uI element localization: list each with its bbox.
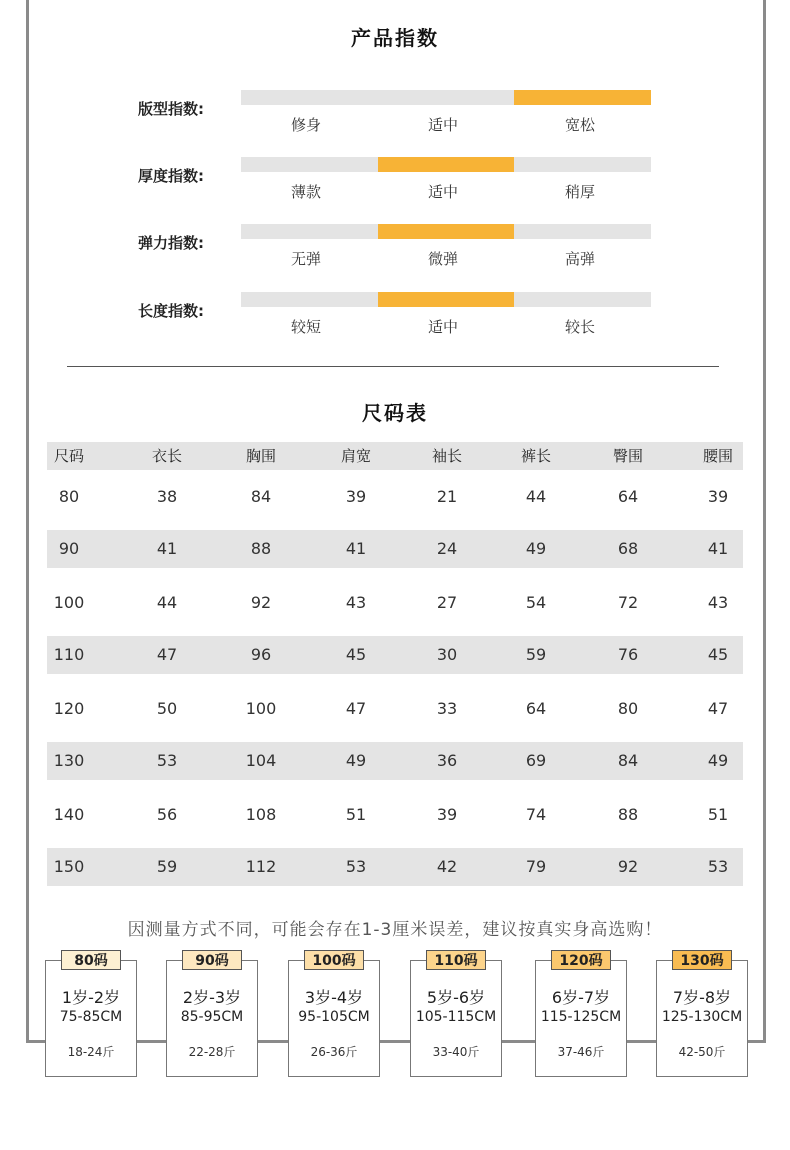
size-card-tag: 80码	[61, 950, 121, 970]
size-chart-title: 尺码表	[362, 401, 428, 425]
table-cell: 150	[53, 857, 85, 876]
index-segment	[514, 90, 651, 105]
table-cell: 42	[436, 857, 458, 876]
table-cell: 36	[436, 751, 458, 770]
table-cell: 45	[707, 645, 729, 664]
index-segment	[241, 292, 378, 307]
table-row	[47, 636, 743, 674]
table-cell: 49	[707, 751, 729, 770]
index-option: 高弹	[564, 250, 595, 268]
index-row-length	[0, 292, 790, 352]
index-segment	[514, 292, 651, 307]
table-cell: 45	[345, 645, 367, 664]
size-card	[45, 953, 137, 1077]
size-card-age: 3岁-4岁	[304, 988, 364, 1007]
size-table	[47, 442, 743, 894]
size-card-height: 115-125CM	[540, 1009, 622, 1025]
index-bar	[241, 224, 651, 239]
size-card-weight: 33-40斤	[432, 1045, 480, 1059]
table-cell: 74	[525, 805, 547, 824]
table-header-cell: 尺码	[53, 447, 84, 465]
table-cell: 92	[250, 593, 272, 612]
index-segment	[241, 90, 378, 105]
index-option: 适中	[427, 183, 458, 201]
size-card-age: 2岁-3岁	[182, 988, 242, 1007]
table-cell: 88	[617, 805, 639, 824]
table-header-cell: 肩宽	[340, 447, 371, 465]
table-cell: 53	[707, 857, 729, 876]
size-card-height: 95-105CM	[298, 1009, 370, 1025]
index-bar	[241, 90, 651, 105]
table-cell: 49	[525, 539, 547, 558]
size-card	[166, 953, 258, 1077]
table-cell: 84	[617, 751, 639, 770]
table-cell: 112	[245, 857, 277, 876]
table-cell: 41	[707, 539, 729, 558]
table-cell: 38	[156, 487, 178, 506]
table-cell: 41	[156, 539, 178, 558]
index-option: 较长	[564, 318, 595, 336]
table-cell: 53	[156, 751, 178, 770]
index-option: 较短	[290, 318, 321, 336]
size-card-height: 75-85CM	[59, 1009, 123, 1025]
table-header-cell: 胸围	[245, 447, 276, 465]
table-row	[47, 742, 743, 780]
size-card-age: 6岁-7岁	[551, 988, 611, 1007]
table-cell: 49	[345, 751, 367, 770]
table-row	[47, 530, 743, 568]
size-card-weight: 26-36斤	[310, 1045, 358, 1059]
size-card-height: 125-130CM	[661, 1009, 743, 1025]
index-row-thickness	[0, 157, 790, 217]
frame-bottom-border	[26, 1040, 766, 1043]
table-cell: 69	[525, 751, 547, 770]
index-label: 版型指数:	[138, 100, 204, 118]
table-cell: 64	[617, 487, 639, 506]
table-cell: 50	[156, 699, 178, 718]
size-card	[535, 953, 627, 1077]
index-option: 薄款	[290, 183, 321, 201]
index-segment	[514, 224, 651, 239]
table-row	[47, 576, 743, 629]
table-cell: 43	[707, 593, 729, 612]
table-cell: 39	[436, 805, 458, 824]
table-cell: 84	[250, 487, 272, 506]
size-card	[288, 953, 380, 1077]
index-segment	[514, 157, 651, 172]
index-segment	[378, 157, 515, 172]
product-index-title: 产品指数	[351, 26, 439, 50]
table-cell: 43	[345, 593, 367, 612]
size-card-age: 1岁-2岁	[61, 988, 121, 1007]
index-option: 修身	[290, 116, 321, 134]
table-header-cell: 裤长	[520, 447, 551, 465]
index-segment	[241, 157, 378, 172]
table-cell: 56	[156, 805, 178, 824]
index-segment	[378, 292, 515, 307]
index-segment	[378, 90, 515, 105]
table-cell: 100	[53, 593, 85, 612]
table-cell: 90	[58, 539, 80, 558]
index-bar	[241, 157, 651, 172]
table-cell: 80	[58, 487, 80, 506]
table-cell: 68	[617, 539, 639, 558]
index-label: 长度指数:	[138, 302, 204, 320]
size-card-tag: 100码	[304, 950, 364, 970]
index-option: 适中	[427, 116, 458, 134]
table-cell: 39	[345, 487, 367, 506]
size-card-weight: 37-46斤	[557, 1045, 605, 1059]
table-cell: 51	[345, 805, 367, 824]
index-label: 弹力指数:	[138, 234, 204, 252]
index-option: 稍厚	[564, 183, 595, 201]
table-row	[47, 470, 743, 523]
size-card-age: 7岁-8岁	[672, 988, 732, 1007]
table-cell: 140	[53, 805, 85, 824]
table-cell: 21	[436, 487, 458, 506]
section-divider	[67, 366, 719, 367]
table-cell: 64	[525, 699, 547, 718]
table-cell: 51	[707, 805, 729, 824]
table-cell: 88	[250, 539, 272, 558]
table-cell: 92	[617, 857, 639, 876]
table-cell: 53	[345, 857, 367, 876]
table-header-cell: 袖长	[431, 447, 462, 465]
size-card-tag: 120码	[551, 950, 611, 970]
table-cell: 79	[525, 857, 547, 876]
table-row	[47, 848, 743, 886]
size-card-tag: 90码	[182, 950, 242, 970]
table-cell: 54	[525, 593, 547, 612]
table-cell: 39	[707, 487, 729, 506]
table-cell: 47	[156, 645, 178, 664]
table-cell: 47	[345, 699, 367, 718]
table-cell: 27	[436, 593, 458, 612]
table-header-row	[47, 442, 743, 470]
size-card	[656, 953, 748, 1077]
index-label: 厚度指数:	[138, 167, 204, 185]
table-header-cell: 腰围	[702, 447, 733, 465]
table-row	[47, 682, 743, 735]
table-cell: 96	[250, 645, 272, 664]
size-card	[410, 953, 502, 1077]
table-cell: 59	[525, 645, 547, 664]
table-header-cell: 臀围	[612, 447, 643, 465]
size-card-height: 105-115CM	[415, 1009, 497, 1025]
table-cell: 24	[436, 539, 458, 558]
size-card-weight: 18-24斤	[67, 1045, 115, 1059]
size-card-tag: 110码	[426, 950, 486, 970]
size-card-tag: 130码	[672, 950, 732, 970]
table-cell: 80	[617, 699, 639, 718]
index-option: 无弹	[290, 250, 321, 268]
table-cell: 104	[245, 751, 277, 770]
size-card-age: 5岁-6岁	[426, 988, 486, 1007]
table-cell: 41	[345, 539, 367, 558]
index-option: 适中	[427, 318, 458, 336]
table-cell: 108	[245, 805, 277, 824]
table-cell: 33	[436, 699, 458, 718]
index-option: 宽松	[564, 116, 595, 134]
index-row-elasticity	[0, 224, 790, 284]
table-cell: 47	[707, 699, 729, 718]
index-row-fit	[0, 90, 790, 150]
table-cell: 120	[53, 699, 85, 718]
size-card-weight: 22-28斤	[188, 1045, 236, 1059]
table-cell: 100	[245, 699, 277, 718]
index-segment	[378, 224, 515, 239]
table-cell: 44	[156, 593, 178, 612]
table-row	[47, 788, 743, 841]
table-cell: 59	[156, 857, 178, 876]
index-option: 微弹	[427, 250, 458, 268]
size-card-height: 85-95CM	[180, 1009, 244, 1025]
index-segment	[241, 224, 378, 239]
size-card-weight: 42-50斤	[678, 1045, 726, 1059]
table-header-cell: 衣长	[151, 447, 182, 465]
table-cell: 30	[436, 645, 458, 664]
index-bar	[241, 292, 651, 307]
table-cell: 44	[525, 487, 547, 506]
table-cell: 72	[617, 593, 639, 612]
table-cell: 130	[53, 751, 85, 770]
measurement-note: 因测量方式不同，可能会存在1-3厘米误差，建议按真实身高选购！	[127, 920, 663, 940]
table-cell: 110	[53, 645, 85, 664]
table-cell: 76	[617, 645, 639, 664]
